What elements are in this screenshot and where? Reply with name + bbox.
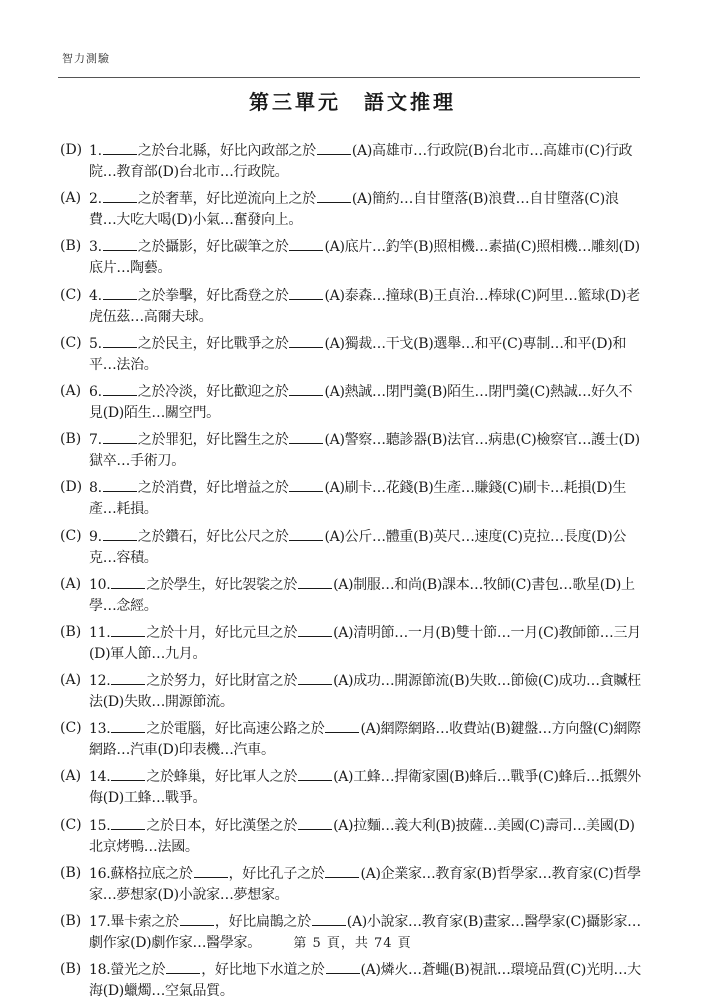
question-text (89, 526, 642, 569)
answer-choices: (A)公斤…體重(B)英尺…速度(C)克拉…長度(D)公克…容積。 (89, 528, 627, 566)
answer-choices: (A)拉麵…義大利(B)披薩…美國(C)壽司…美國(D)北京烤鴨…法國。 (89, 817, 635, 855)
question-stem: ，好比地下水道之於 (201, 962, 325, 979)
answer-blank (103, 526, 137, 541)
answer-choices: (A)制服…和尚(B)課本…牧師(C)書包…歌星(D)上學…念經。 (89, 576, 635, 614)
question-item (0, 959, 705, 1007)
question-stem: ，好比扁鵲之於 (214, 914, 311, 930)
question-stem: 之於奢華，好比逆流向上之於 (137, 191, 316, 208)
question-text (89, 622, 642, 665)
question-stem: 之於攝影，好比碳筆之於 (137, 239, 289, 256)
question-text (89, 766, 642, 809)
answer-choices: (A)簡約…自甘墮落(B)浪費…自甘墮落(C)浪費…大吃大喝(D)小氣…奮發向上。 (89, 191, 619, 229)
answer-blank (103, 285, 137, 300)
question-stem: 之於罪犯，好比醫生之於 (137, 432, 289, 449)
answer-blank (298, 622, 332, 637)
answer-blank (103, 236, 137, 251)
header-divider (58, 77, 640, 78)
question-text (89, 670, 642, 713)
answer-choices: (A)高雄市…行政院(B)台北市…高雄市(C)行政院…教育部(D)台北市…行政院。 (89, 143, 633, 180)
question-stem: 之於台北縣，好比內政部之於 (137, 143, 316, 159)
answer-blank (103, 381, 137, 396)
question-text (89, 140, 642, 183)
question-number: 5. (89, 335, 102, 352)
answer-choices: (A)獨裁…干戈(B)選舉…和平(C)專制…和平(D)和平…法治。 (89, 335, 627, 373)
answer-blank (194, 863, 228, 878)
answer-blank (325, 718, 359, 733)
answer-blank (103, 429, 137, 444)
question-stem: 之於民主，好比戰爭之於 (137, 335, 289, 352)
question-list (0, 140, 705, 1007)
question-text (89, 285, 642, 328)
question-item (0, 526, 705, 574)
question-number: 6. (89, 383, 102, 400)
question-stem: 之於日本，好比漢堡之於 (146, 817, 298, 834)
question-number: 2. (89, 191, 102, 208)
question-item (0, 140, 705, 188)
page-title: 第三單元 語文推理 (249, 90, 456, 114)
question-text (89, 333, 642, 376)
answer-blank (111, 622, 145, 637)
answer-blank (111, 766, 145, 781)
question-stem: 之於電腦，好比高速公路之於 (146, 721, 325, 738)
answer-blank (111, 670, 145, 685)
answer-key: (A) (60, 190, 82, 207)
question-number: 12. (89, 673, 111, 690)
question-item (0, 429, 705, 477)
question-number: 14. (89, 769, 111, 786)
question-number: 3. (89, 239, 102, 256)
answer-blank (289, 526, 323, 541)
question-number: 4. (89, 287, 102, 304)
answer-key: (C) (60, 286, 82, 303)
answer-choices: (A)工蜂…捍衛家園(B)蜂后…戰爭(C)蜂后…抵禦外侮(D)工蜂…戰爭。 (89, 769, 641, 807)
answer-choices: (A)泰森…撞球(B)王貞治…棒球(C)阿里…籃球(D)老虎伍茲…高爾夫球。 (89, 287, 640, 325)
question-stem: 之於蜂巢，好比軍人之於 (146, 769, 298, 786)
answer-blank (111, 574, 145, 589)
answer-key: (A) (60, 382, 82, 399)
question-prefix: 蘇格拉底之於 (110, 865, 193, 882)
question-prefix: 畢卡索之於 (110, 914, 179, 930)
question-stem: 之於拳擊，好比喬登之於 (137, 287, 289, 304)
answer-key: (C) (60, 527, 82, 544)
answer-key: (A) (60, 768, 82, 785)
answer-blank (326, 959, 360, 974)
answer-key: (A) (60, 575, 82, 592)
question-item (0, 863, 705, 911)
answer-choices: (A)清明節…一月(B)雙十節…一月(C)教師節…三月(D)軍人節…九月。 (89, 624, 641, 662)
question-number: 16. (89, 865, 111, 882)
answer-blank (312, 911, 346, 926)
answer-key: (B) (60, 431, 82, 448)
question-text (89, 381, 642, 424)
answer-blank (317, 188, 351, 203)
answer-choices: (A)網際網路…收費站(B)鍵盤…方向盤(C)網際網路…汽車(D)印表機…汽車。 (89, 721, 641, 759)
question-number: 15. (89, 817, 111, 834)
question-text (89, 815, 642, 858)
answer-blank (325, 863, 359, 878)
answer-choices: (A)企業家…教育家(B)哲學家…教育家(C)哲學家…夢想家(D)小說家…夢想家。 (89, 865, 641, 903)
question-text (89, 477, 642, 520)
question-text (89, 429, 642, 472)
question-stem: 之於鑽石，好比公尺之於 (137, 528, 289, 545)
question-stem: 之於十月，好比元旦之於 (146, 624, 298, 641)
answer-key: (A) (60, 672, 82, 689)
question-number: 1. (89, 143, 102, 159)
question-stem: 之於努力，好比財富之於 (146, 673, 298, 690)
answer-blank (103, 140, 137, 155)
answer-key: (C) (60, 816, 82, 833)
answer-blank (289, 381, 323, 396)
question-item (0, 381, 705, 429)
question-item (0, 477, 705, 525)
answer-choices: (A)小說家…教育家(B)畫家…醫學家(C)攝影家…劇作家(D)劇作家…醫學家。 (89, 914, 641, 951)
question-item (0, 670, 705, 718)
question-number: 7. (89, 432, 102, 449)
page-footer: 第 5 頁，共 74 頁 (293, 936, 412, 951)
answer-blank (103, 188, 137, 203)
answer-blank (289, 285, 323, 300)
question-item (0, 718, 705, 766)
question-number: 10. (89, 576, 111, 593)
question-item (0, 815, 705, 863)
answer-blank (298, 766, 332, 781)
question-item (0, 333, 705, 381)
question-number: 8. (89, 480, 102, 497)
answer-blank (180, 911, 214, 926)
header-label: 智力測驗 (62, 52, 110, 65)
answer-key: (B) (60, 961, 82, 978)
question-prefix: 螢光之於 (110, 962, 166, 979)
question-stem: 之於消費，好比增益之於 (137, 480, 289, 497)
question-number: 17. (89, 914, 111, 930)
answer-key: (B) (60, 238, 82, 255)
question-number: 18. (89, 962, 111, 979)
answer-blank (166, 959, 200, 974)
answer-key: (C) (60, 720, 82, 737)
answer-blank (103, 477, 137, 492)
question-item (0, 622, 705, 670)
question-number: 13. (89, 721, 111, 738)
answer-blank (111, 718, 145, 733)
answer-key: (B) (60, 623, 82, 640)
answer-key: (D) (60, 479, 83, 496)
answer-key: (B) (60, 864, 82, 881)
question-item (0, 188, 705, 236)
answer-blank (289, 477, 323, 492)
answer-blank (289, 333, 323, 348)
answer-choices: (A)警察…聽診器(B)法官…病患(C)檢察官…護士(D)獄卒…手術刀。 (89, 432, 640, 470)
question-number: 9. (89, 528, 102, 545)
question-item (0, 285, 705, 333)
question-stem: 之於冷淡，好比歡迎之於 (137, 383, 289, 400)
answer-choices: (A)底片…釣竿(B)照相機…素描(C)照相機…雕刻(D)底片…陶藝。 (89, 239, 640, 277)
question-text (89, 718, 642, 761)
question-item (0, 574, 705, 622)
answer-blank (298, 574, 332, 589)
question-stem: ，好比孔子之於 (228, 865, 325, 882)
question-item (0, 236, 705, 284)
question-text (89, 863, 642, 906)
answer-blank (103, 333, 137, 348)
answer-key: (C) (60, 334, 82, 351)
question-text (89, 959, 642, 1002)
question-text (89, 188, 642, 231)
answer-blank (289, 236, 323, 251)
answer-key: (D) (60, 142, 83, 158)
question-number: 11. (89, 624, 111, 641)
question-text (89, 574, 642, 617)
answer-blank (111, 815, 145, 830)
answer-choices: (A)刷卡…花錢(B)生產…賺錢(C)刷卡…耗損(D)生產…耗損。 (89, 480, 627, 518)
answer-choices: (A)熱誠…閉門羹(B)陌生…閉門羹(C)熱誠…好久不見(D)陌生…關空門。 (89, 383, 633, 421)
answer-key: (B) (60, 913, 82, 929)
answer-blank (289, 429, 323, 444)
answer-blank (298, 670, 332, 685)
answer-blank (298, 815, 332, 830)
question-text (89, 236, 642, 279)
question-stem: 之於學生，好比袈裟之於 (146, 576, 298, 593)
answer-choices: (A)燐火…蒼蠅(B)視訊…環境品質(C)光明…大海(D)蠟燭…空氣品質。 (89, 962, 641, 1000)
answer-choices: (A)成功…開源節流(B)失敗…節儉(C)成功…貪贓枉法(D)失敗…開源節流。 (89, 673, 641, 711)
question-item (0, 766, 705, 814)
answer-blank (317, 140, 351, 155)
